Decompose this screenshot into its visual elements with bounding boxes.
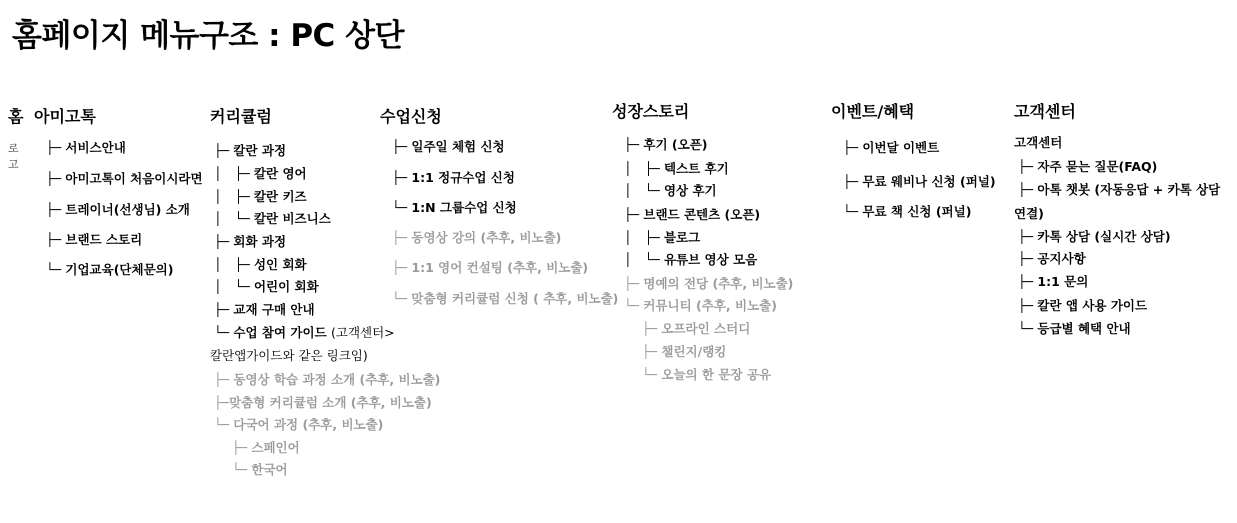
curriculum-item: │ └─ 칼란 비즈니스 [214, 211, 331, 226]
curriculum-item: ├─ 회화 과정 [214, 234, 287, 249]
logo-sub-2: 고 [8, 158, 19, 171]
logo-sub-1: 로 [8, 142, 19, 155]
support-item: ├─ 자주 묻는 질문(FAQ) [1018, 159, 1158, 174]
amigo-heading: 아미고톡 [34, 107, 96, 126]
curriculum-item: └─ 한국어 [232, 462, 288, 477]
story-item: │ └─ 유튜브 영상 모음 [624, 252, 758, 267]
curriculum-item: ├─ 교재 구매 안내 [214, 302, 315, 317]
signup-item: ├─ 동영상 강의 (추후, 비노출) [392, 230, 562, 245]
curriculum-item: ├─맞춤형 커리큘럼 소개 (추후, 비노출) [214, 395, 432, 410]
support-item: 고객센터 [1014, 135, 1063, 150]
signup-item: ├─ 일주일 체험 신청 [392, 139, 505, 154]
event-item: └─ 무료 책 신청 (퍼널) [843, 204, 972, 219]
curriculum-item: ├─ 스페인어 [232, 440, 300, 455]
support-item: └─ 등급별 혜택 안내 [1018, 321, 1131, 336]
amigo-item: ├─ 브랜드 스토리 [46, 232, 143, 247]
amigo-item: ├─ 서비스안내 [46, 140, 126, 155]
curriculum-item: │ ├─ 성인 회화 [214, 257, 307, 272]
story-item: ├─ 명예의 전당 (추후, 비노출) [624, 276, 794, 291]
curriculum-item: │ └─ 어린이 회화 [214, 279, 319, 294]
story-item: │ ├─ 블로그 [624, 230, 701, 245]
story-item: └─ 커뮤니티 (추후, 비노출) [624, 298, 777, 313]
support-item: ├─ 공지사항 [1018, 251, 1086, 266]
event-item: ├─ 무료 웨비나 신청 (퍼널) [843, 174, 996, 189]
story-item: │ ├─ 텍스트 후기 [624, 161, 729, 176]
support-item: 연결) [1014, 206, 1044, 221]
curriculum-item: │ ├─ 칼란 영어 [214, 166, 307, 181]
support-item: ├─ 아톡 챗봇 (자동응답 + 카톡 상담 [1018, 182, 1221, 197]
support-item: ├─ 카톡 상담 (실시간 상담) [1018, 229, 1171, 244]
curriculum-item: 칼란앱가이드와 같은 링크임) [210, 348, 368, 363]
curriculum-item: └─ 다국어 과정 (추후, 비노출) [214, 417, 384, 432]
story-item: │ └─ 영상 후기 [624, 183, 717, 198]
event-heading: 이벤트/혜택 [831, 102, 915, 121]
support-item: ├─ 1:1 문의 [1018, 274, 1089, 289]
story-item: └─ 오늘의 한 문장 공유 [642, 367, 772, 382]
signup-item: └─ 맞춤형 커리큘럼 신청 ( 추후, 비노출) [392, 291, 619, 306]
event-item: ├─ 이번달 이벤트 [843, 140, 940, 155]
story-item: ├─ 후기 (오픈) [624, 137, 708, 152]
story-item: ├─ 챌린지/랭킹 [642, 344, 727, 359]
story-item: ├─ 브랜드 콘텐츠 (오픈) [624, 207, 761, 222]
curriculum-heading: 커리큘럼 [210, 107, 272, 126]
signup-item: └─ 1:N 그룹수업 신청 [392, 200, 517, 215]
signup-item: ├─ 1:1 정규수업 신청 [392, 170, 515, 185]
logo-heading: 홈 [8, 107, 24, 126]
signup-item: ├─ 1:1 영어 컨설팅 (추후, 비노출) [392, 260, 589, 275]
signup-heading: 수업신청 [380, 107, 442, 126]
support-heading: 고객센터 [1014, 102, 1076, 121]
amigo-item: ├─ 아미고톡이 처음이시라면 [46, 171, 203, 186]
page-title: 홈페이지 메뉴구조 : PC 상단 [12, 18, 404, 54]
amigo-item: └─ 기업교육(단체문의) [46, 262, 174, 277]
amigo-item: ├─ 트레이너(선생님) 소개 [46, 202, 190, 217]
curriculum-item: ├─ 칼란 과정 [214, 143, 287, 158]
story-heading: 성장스토리 [612, 102, 690, 121]
story-item: ├─ 오프라인 스터디 [642, 321, 751, 336]
support-item: ├─ 칼란 앱 사용 가이드 [1018, 298, 1148, 313]
curriculum-item: │ ├─ 칼란 키즈 [214, 189, 307, 204]
curriculum-item: └─ 수업 참여 가이드 (고객센터> [214, 325, 395, 340]
curriculum-item: ├─ 동영상 학습 과정 소개 (추후, 비노출) [214, 372, 441, 387]
